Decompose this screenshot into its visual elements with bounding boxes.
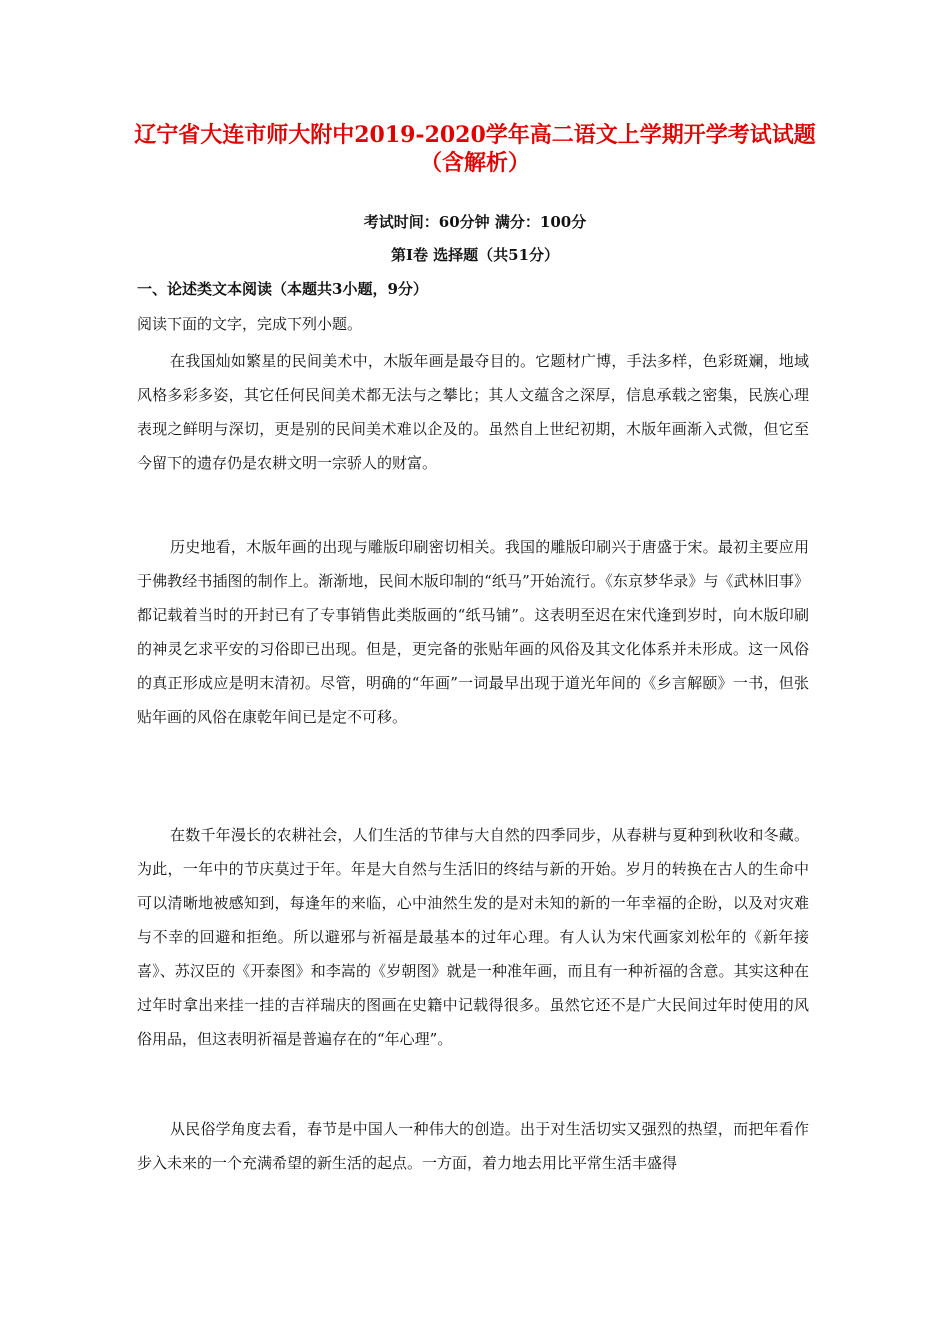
paragraph-1: 在我国灿如繁星的民间美术中，木版年画是最夺目的。它题材广博，手法多样，色彩斑斓，地域风格多彩多姿，其它任何民间美术都无法与之攀比；其人文蕴含之深厚，信息承载之密集，民族心理表现之鲜明与深切，更是别的民间美术难以企及的。虽然自上世纪初期，木版年画渐入式微，但它至今留下的遗存仍是农耕文明一宗骄人的财富。 xyxy=(137,352,809,472)
exam-info: 考试时间：60分钟 满分：100分 xyxy=(363,213,587,231)
paragraph-2: 历史地看，木版年画的出现与雕版印刷密切相关。我国的雕版印刷兴于唐盛于宋。最初主要应用于佛教经书插图的制作上。渐渐地，民间木版印制的“纸马”开始流行。《东京梦华录》与《武林旧事》都记载着当时的开封已有了专事销售此类版画的“纸马铺”。这表明至迟在宋代逢到岁时，向木版印刷的神灵乞求平安的习俗即已出现。但是，更完备的张贴年画的风俗及其文化体系并未形成。这一风俗的真正形成应是明末清初。尽管，明确的“年画”一词最早出现于道光年间的《乡言解颐》一书，但张贴年画的风俗在康乾年间已是定不可移。 xyxy=(137,538,809,726)
document-title-line2: （含解析） xyxy=(419,150,530,176)
reading-instruction: 阅读下面的文字，完成下列小题。 xyxy=(137,315,363,333)
part-title: 第Ⅰ卷 选择题（共51分） xyxy=(390,246,560,264)
paragraph-4: 从民俗学角度去看，春节是中国人一种伟大的创造。出于对生活切实又强烈的热望，而把年看作步入未来的一个充满希望的新生活的起点。一方面，着力地去用比平常生活丰盛得 xyxy=(137,1120,809,1172)
document-title-line1: 辽宁省大连市师大附中2019-2020学年高二语文上学期开学考试试题 xyxy=(134,122,816,148)
section-heading: 一、论述类文本阅读（本题共3小题，9分） xyxy=(137,280,428,298)
paragraph-3: 在数千年漫长的农耕社会，人们生活的节律与大自然的四季同步，从春耕与夏种到秋收和冬藏。为此，一年中的节庆莫过于年。年是大自然与生活旧的终结与新的开始。岁月的转换在古人的生命中可以清晰地被感知到，每逢年的来临，心中油然生发的是对未知的新的一年幸福的企盼，以及对灾难与不幸的回避和拒绝。所以避邪与祈福是最基本的过年心理。有人认为宋代画家刘松年的《新年接喜》、苏汉臣的《开泰图》和李嵩的《岁朝图》就是一种准年画，而且有一种祈福的含意。其实这种在过年时拿出来挂一挂的吉祥瑞庆的图画在史籍中记载得很多。虽然它还不是广大民间过年时使用的风俗用品，但这表明祈福是普遍存在的“年心理”。 xyxy=(137,826,809,1048)
